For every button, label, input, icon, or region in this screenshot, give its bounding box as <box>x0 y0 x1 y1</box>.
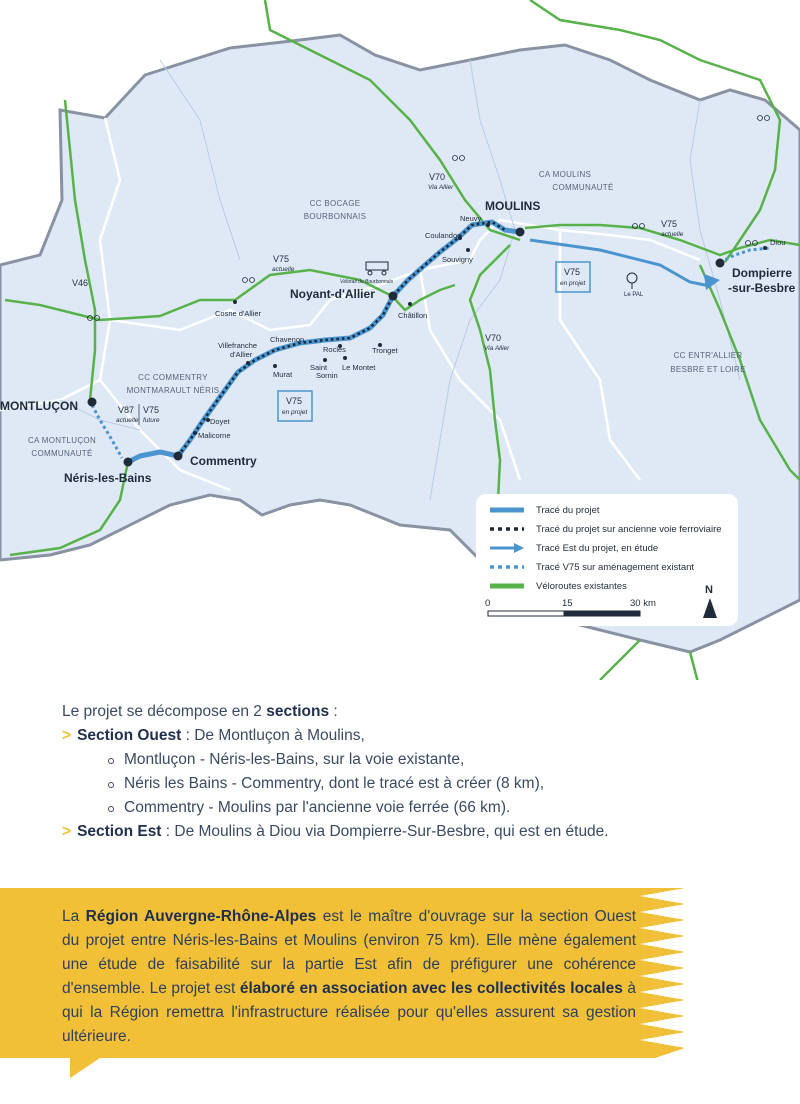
legend <box>476 494 738 626</box>
region-ca-moulins-1: CA MOULINS <box>538 170 592 179</box>
label-moulins: MOULINS <box>485 199 541 213</box>
region-montlucon-1: CA MONTLUÇON <box>27 436 97 445</box>
intro-line: Le projet se décompose en 2 sections : <box>62 703 338 720</box>
scale-30: 30 km <box>630 598 656 609</box>
chevron-right-icon: > <box>62 727 72 744</box>
label-saint-sornin-2: Sornin <box>316 371 338 380</box>
label-saint-sornin-1: Saint <box>310 363 328 372</box>
label-noyant: Noyant-d'Allier <box>290 287 375 301</box>
sections-description <box>62 700 762 844</box>
region-commentry-2: MONTMARAULT NÉRIS <box>126 386 220 395</box>
route-v75-projet-mid-sub: en projet <box>282 409 308 416</box>
label-villefranche-1: Villefranche <box>218 341 258 350</box>
list-item: Montluçon - Néris-les-Bains, sur la voie existante, <box>124 748 762 772</box>
label-diou: Diou <box>770 238 786 247</box>
label-souvigny: Souvigny <box>442 255 473 264</box>
label-lepal: Le PAL <box>624 292 644 298</box>
list-item: Commentry - Moulins par l'ancienne voie ferrée (66 km). <box>124 796 762 820</box>
label-velorail: Vélorail du Bourbonnais <box>340 279 394 285</box>
legend-item-4: Tracé V75 sur aménagement existant <box>536 562 695 573</box>
scale-15: 15 <box>562 598 573 609</box>
section-ouest-sublist <box>62 748 762 820</box>
label-montlucon: MONTLUÇON <box>0 399 78 413</box>
route-v70-top-sub: Via Allier <box>428 184 454 191</box>
region-bocage-1: CC BOCAGE <box>309 199 361 208</box>
list-item: Néris les Bains - Commentry, dont le tracé est à créer (8 km), <box>124 772 762 796</box>
label-chatillon: Châtillon <box>398 311 428 320</box>
route-v75-projet-east: V75 <box>564 267 581 277</box>
route-v75-future-sub: future <box>143 417 160 424</box>
label-tronget: Tronget <box>372 346 398 355</box>
label-dompierre-2: -sur-Besbre <box>728 281 796 295</box>
section-ouest-line: > Section Ouest : De Montluçon à Moulins, <box>62 727 365 744</box>
route-v75-east-sub: actuelle <box>661 231 684 238</box>
region-commentry-1: CC COMMENTRY <box>138 373 208 382</box>
label-cosne: Cosne d'Allier <box>215 309 262 318</box>
chevron-right-icon: > <box>62 823 72 840</box>
route-v46: V46 <box>72 278 89 288</box>
label-commentry: Commentry <box>190 454 257 468</box>
route-v70-mid-sub: Via Allier <box>484 345 510 352</box>
scale-0: 0 <box>485 598 491 609</box>
label-coulandon: Coulandon <box>425 231 462 240</box>
legend-item-2: Tracé du projet sur ancienne voie ferroviaire <box>536 524 722 535</box>
legend-item-3: Tracé Est du projet, en étude <box>536 543 659 554</box>
legend-item-5: Véloroutes existantes <box>536 581 627 592</box>
callout-text: La Région Auvergne-Rhône-Alpes est le maître d'ouvrage sur la section Ouest du projet entre Néris-les-Bains et Moulins (environ 75 km). Elle mène également une étude de faisabilité sur la partie Est afin de préfigurer une cohérence d'ensemble. Le projet est élaboré en association avec les collectivités locales à qui la Région remettra l'infrastructure réalisée pour qu'elles assurent sa gestion ultérieure. <box>62 908 636 1045</box>
region-entrallier-1: CC ENTR'ALLIER <box>673 351 743 360</box>
route-v75-projet-mid: V75 <box>286 396 303 406</box>
label-malicorne: Malicorne <box>198 431 231 440</box>
region-entrallier-2: BESBRE ET LOIRE <box>670 365 746 374</box>
north-label: N <box>705 584 713 596</box>
region-ca-moulins-2: COMMUNAUTÉ <box>552 183 614 192</box>
label-neuvy: Neuvy <box>460 214 482 223</box>
label-le-montet: Le Montet <box>342 363 376 372</box>
route-v75-west-sub: actuelle <box>272 266 295 273</box>
route-v75-projet-east-sub: en projet <box>560 280 586 287</box>
route-v87-sub: actuelle <box>116 417 139 424</box>
label-rocles: Rocles <box>323 345 346 354</box>
region-bocage-2: BOURBONNAIS <box>303 212 367 221</box>
route-v75-east: V75 <box>661 219 678 229</box>
section-est-line: > Section Est : De Moulins à Diou via Dompierre-Sur-Besbre, qui est en étude. <box>62 823 609 840</box>
label-doyet: Doyet <box>210 417 230 426</box>
label-chavenon: Chavenon <box>270 335 305 344</box>
label-dompierre-1: Dompierre <box>732 266 793 280</box>
route-v87: V87 <box>118 405 135 415</box>
region-montlucon-2: COMMUNAUTÉ <box>31 449 93 458</box>
label-villefranche-2: d'Allier <box>230 350 253 359</box>
route-v75-future: V75 <box>143 405 160 415</box>
route-v75-west: V75 <box>273 254 290 264</box>
legend-item-1: Tracé du projet <box>536 505 600 516</box>
label-murat: Murat <box>273 370 293 379</box>
route-v70-top: V70 <box>429 172 446 182</box>
label-neris: Néris-les-Bains <box>64 471 152 485</box>
route-v70-mid: V70 <box>485 333 502 343</box>
